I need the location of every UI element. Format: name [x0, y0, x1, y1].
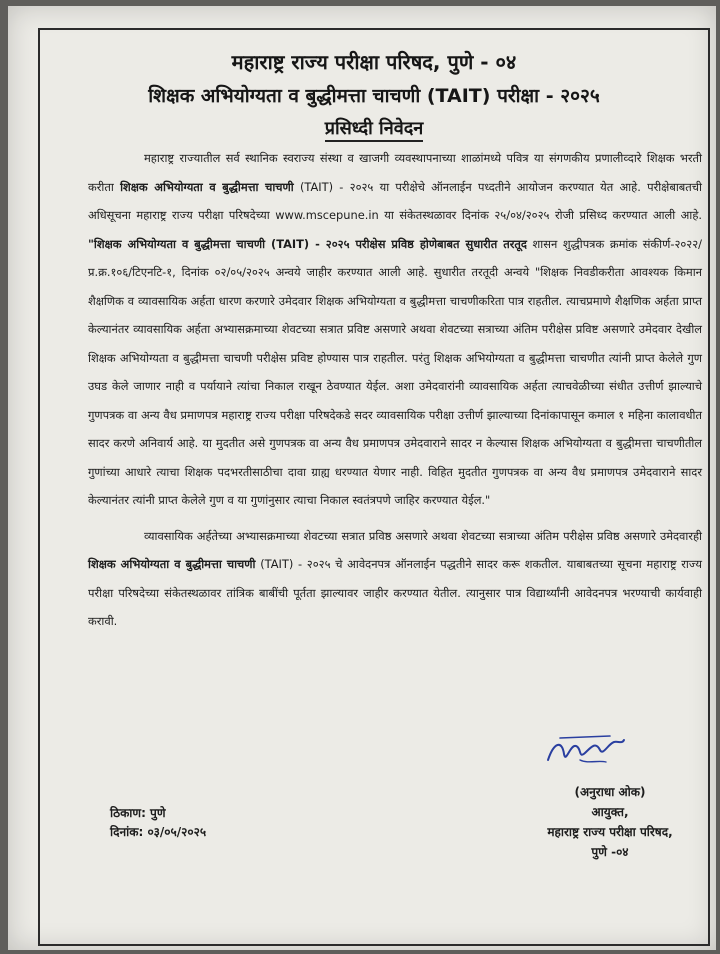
p1-text-1: महाराष्ट्र राज्यातील सर्व स्थानिक स्वराज्य संस्था व खाजगी व्यवस्थापनाच्या शाळांमध्ये पवित्र या संगणकीय प्रणालीव्दारे शिक्षक भरती करीता [88, 151, 702, 194]
notice-title-text: प्रसिध्दी निवेदन [325, 118, 424, 142]
paragraph-1 [88, 144, 702, 515]
p2-text-2: (TAIT) - २०२५ चे आवेदनपत्र ऑनलाईन पद्धतीने सादर करू शकतील. याबाबतच्या सूचना महाराष्ट्र राज्य परीक्षा परिषदेच्या संकेतस्थळावर तांत्रिक बाबींची पूर्तता झाल्यावर जाहीर करण्यात येतील. त्यानुसार पात्र विद्यार्थ्यांनी आवेदनपत्र भरण्याची कार्यवाही करावी. [88, 557, 702, 628]
paragraph-2 [88, 522, 702, 636]
p1-bold-1: शिक्षक अभियोग्यता व बुद्धीमत्ता चाचणी [120, 179, 294, 194]
notice-title [40, 116, 708, 140]
p2-text-1: व्यावसायिक अर्हतेच्या अभ्यासक्रमाच्या शेवटच्या सत्रात प्रविष्ठ असणारे अथवा शेवटच्या सत्राच्या अंतिम परीक्षेस प्रविष्ठ असणारे उमेदवारही [144, 528, 702, 543]
p1-bold-2: "शिक्षक अभियोग्यता व बुद्धीमत्ता चाचणी (TAIT) - २०२५ परीक्षेस प्रविष्ठ होणेबाबत सुधारीत तरतूद [88, 236, 527, 251]
signatory-name: (अनुराधा ओक) [574, 785, 646, 799]
place-label: ठिकाण: पुणे [110, 806, 166, 820]
p1-text-2: (TAIT) - २०२५ या परीक्षेचे ऑनलाईन पध्दतीने आयोजन करण्यात येत आहे. परीक्षेबाबतची अधिसूचना महाराष्ट्र राज्य परीक्षा परिषदेच्या www.mscepune.in या संकेतस्थळावर दिनांक २५/०४/२०२५ रोजी प्रसिध्द करण्यात आली आहे. [88, 179, 702, 222]
date-label: दिनांक: ०३/०५/२०२५ [110, 825, 207, 839]
signatory-office: महाराष्ट्र राज्य परीक्षा परिषद, [547, 825, 673, 839]
handwritten-signature [540, 730, 630, 770]
signature-block [510, 782, 710, 862]
signatory-designation: आयुक्त, [591, 805, 629, 819]
signatory-city: पुणे -०४ [591, 845, 629, 859]
notice-body [88, 144, 702, 636]
p2-bold-1: शिक्षक अभियोग्यता व बुद्धीमत्ता चाचणी [88, 557, 256, 571]
office-title: महाराष्ट्र राज्य परीक्षा परिषद, पुणे - ०४ [231, 50, 517, 74]
exam-title: शिक्षक अभियोग्यता व बुद्धीमत्ता चाचणी (TAIT) परीक्षा - २०२५ [148, 85, 600, 107]
document-border [38, 28, 710, 946]
document-page [8, 6, 716, 950]
p1-text-3: शासन शुद्धीपत्रक क्रमांक संकीर्ण-२०२२/प्र.क्र.१०६/टिएनटि-१, दिनांक ०२/०५/२०२५ अन्वये जाहीर करण्यात आली आहे. सुधारीत तरतूदी अन्वये "शिक्षक निवडीकरीता आवश्यक किमान शैक्षणिक व व्यावसायिक अर्हता धारण करणारे उमेदवार शिक्षक अभियोग्यता व बुद्धीमत्ता चाचणीकरिता पात्र राहतील. त्याचप्रमाणे शैक्षणिक अर्हता प्राप्त केल्यानंतर व्यावसायिक अर्हता अभ्यासक्रमाच्या शेवटच्या सत्रात प्रविष्ट असणारे अथवा शेवटच्या सत्राच्या अंतिम परीक्षेस प्रविष्ट असणारे उमेदवार देखील शिक्षक अभियोग्यता व बुद्धीमत्ता चाचणी परीक्षेस प्रविष्ट होण्यास पात्र राहतील. परंतु शिक्षक अभियोग्यता व बुद्धीमत्ता चाचणीत त्यांनी प्राप्त केलेले गुण उघड केले जाणार नाही व पर्यायाने त्यांचा निकाल राखून ठेवण्यात येईल. अशा उमेदवारांनी व्यावसायिक अर्हता त्याचवेळीच्या संधीत उत्तीर्ण झाल्याचे गुणपत्रक वा अन्य वैध प्रमाणपत्र महाराष्ट्र राज्य परीक्षा परिषदेकडे सदर व्यावसायिक परीक्षा उत्तीर्ण झाल्याच्या दिनांकापासून कमाल १ महिना कालावधीत सादर करणे अनिवार्य आहे. या मुदतीत असे गुणपत्रक वा अन्य वैध प्रमाणपत्र उमेदवाराने सादर न केल्यास शिक्षक अभियोग्यता व बुद्धीमत्ता चाचणीतील गुणांच्या आधारे त्याचा शिक्षक पदभरतीसाठीचा दावा ग्राह्य धरण्यात येणार नाही. विहित मुदतीत गुणपत्रक वा अन्य वैध प्रमाणपत्र उमेदवाराने सादर केल्यानंतर त्यांनी प्राप्त केलेले गुण व या गुणांनुसार त्याचा निकाल स्वतंत्रपणे जाहिर करण्यात येईल." [88, 236, 702, 507]
